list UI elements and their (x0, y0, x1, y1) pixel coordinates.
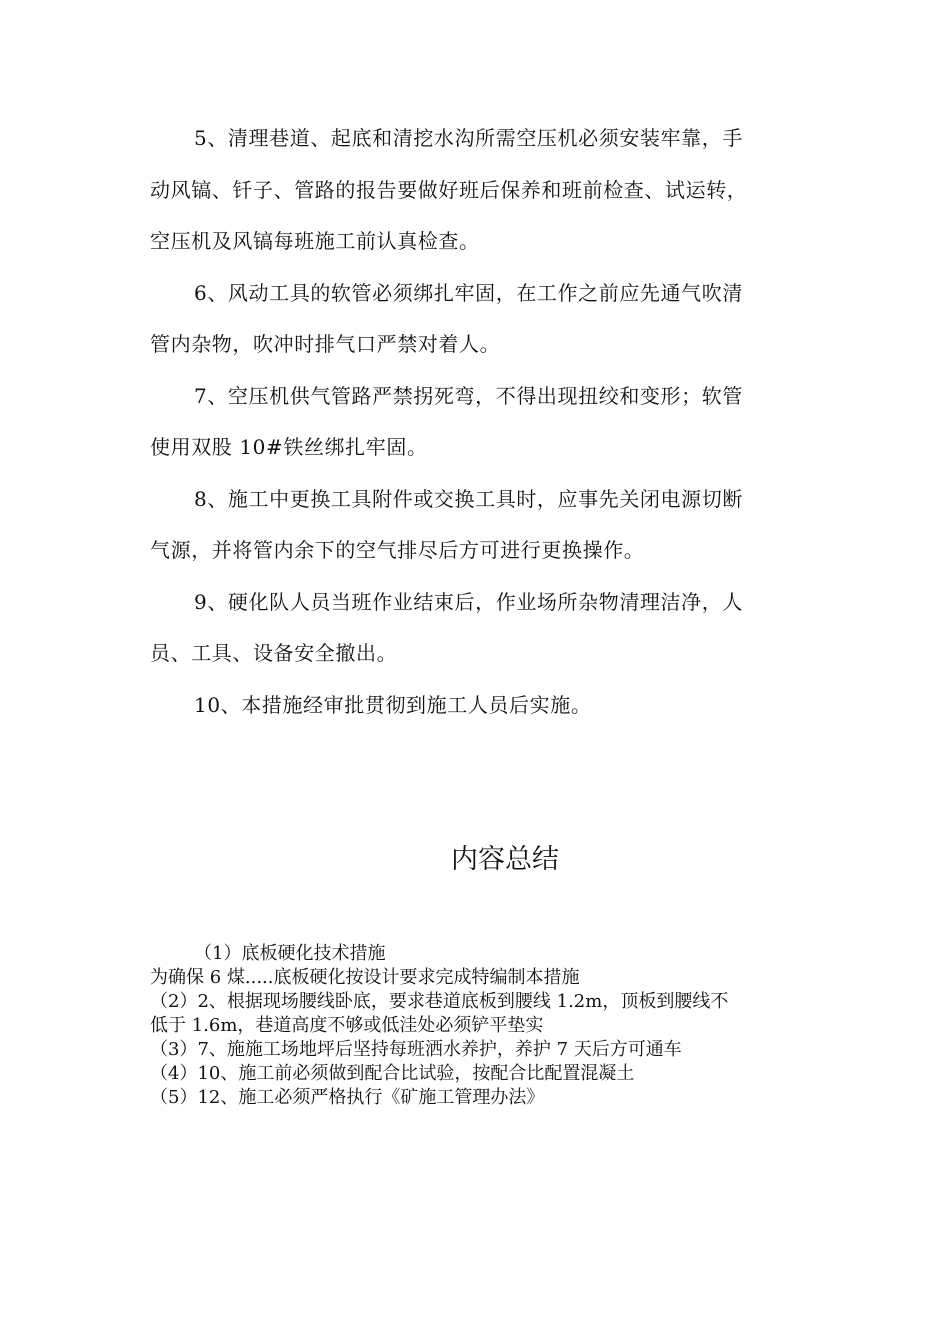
paragraph-5: 5、清理巷道、起底和清挖水沟所需空压机必须安装牢靠，手 动风镐、钎子、管路的报告要做好班后保养和班前检查、试运转， 空压机及风镐每班施工前认真检查。 (150, 126, 748, 253)
summary-line-6: （5）12、施工必须严格执行《矿施工管理办法》 (150, 1087, 545, 1108)
paragraph-8: 8、施工中更换工具附件或交换工具时，应事先关闭电源切断 气源，并将管内余下的空气排尽后方可进行更换操作。 (150, 486, 743, 562)
summary-line-5: （4）10、施工前必须做到配合比试验，按配合比配置混凝土 (150, 1063, 635, 1084)
paragraph-6: 6、风动工具的软管必须绑扎牢固，在工作之前应先通气吹清 管内杂物，吹冲时排气口严禁对着人。 (150, 280, 743, 356)
summary-line-2: 为确保 6 煤.....底板硬化按设计要求完成特编制本措施 (150, 967, 580, 988)
paragraph-10: 10、本措施经审批贯彻到施工人员后实施。 (194, 692, 592, 717)
summary-section (150, 942, 810, 1110)
summary-title: 内容总结 (451, 844, 559, 875)
paragraph-7: 7、空压机供气管路严禁拐死弯，不得出现扭绞和变形；软管 使用双股 10#铁丝绑扎牢固。 (150, 383, 743, 459)
summary-line-1: （1）底板硬化技术措施 (194, 943, 386, 964)
paragraph-9: 9、硬化队人员当班作业结束后，作业场所杂物清理洁净，人 员、工具、设备安全撤出。 (150, 589, 743, 665)
summary-line-3: （2）2、根据现场腰线卧底，要求巷道底板到腰线 1.2m，顶板到腰线不 低于 1.6m，巷道高度不够或低洼处必须铲平垫实 (150, 991, 729, 1036)
summary-line-4: （3）7、施施工场地坪后坚持每班洒水养护，养护 7 天后方可通车 (150, 1039, 682, 1060)
document-body (150, 113, 790, 731)
